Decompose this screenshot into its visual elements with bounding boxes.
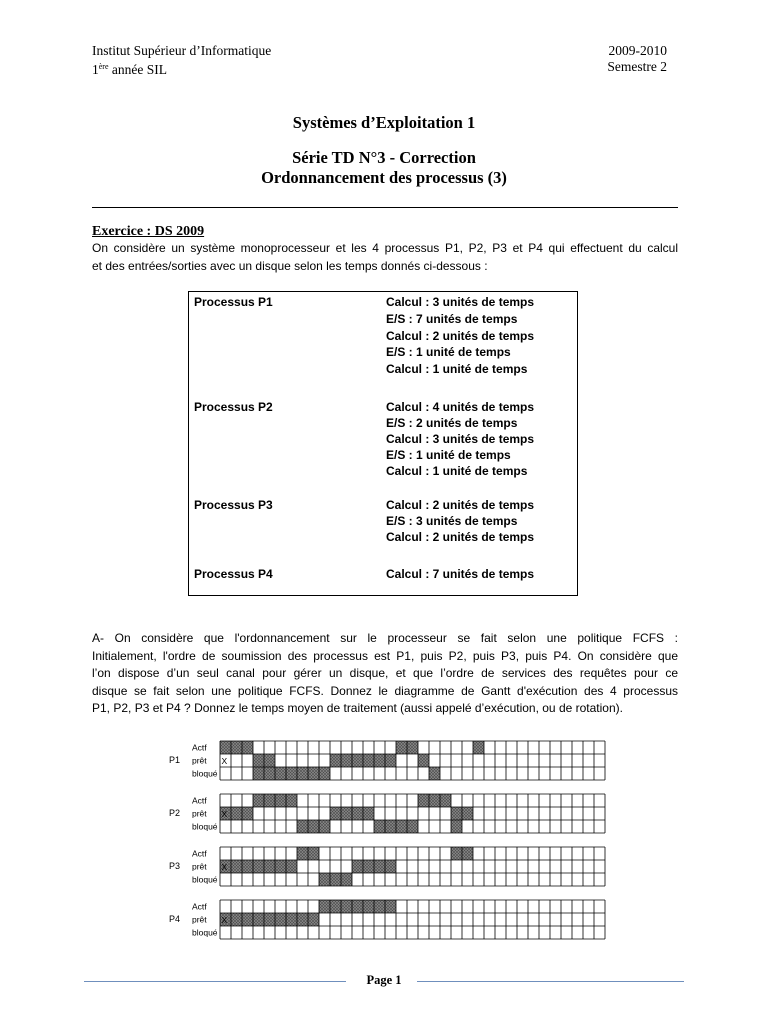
process-step: E/S : 2 unités de temps <box>386 416 518 430</box>
page-number: Page 1 <box>366 973 402 987</box>
gantt-segment <box>473 741 484 754</box>
question-line: Initialement, l'ordre de soumission des processus est P1, puis P2, puis P3, puis P4. On considère que <box>92 648 678 663</box>
exercise-title: Exercice : DS 2009 <box>92 224 205 239</box>
process-step: Calcul : 1 unité de temps <box>386 362 528 376</box>
gantt-start-marker: X <box>221 809 228 819</box>
gantt-state-label: bloqué <box>192 927 218 938</box>
gantt-segment <box>220 741 253 754</box>
process-step: Calcul : 2 unités de temps <box>386 530 535 544</box>
gantt-state-label: Actf <box>192 795 207 806</box>
gantt-state-label: prêt <box>192 914 207 925</box>
gantt-segment <box>319 873 352 886</box>
process-name: Processus P1 <box>194 295 273 309</box>
gantt-segment <box>220 913 319 926</box>
gantt-state-label: Actf <box>192 848 207 859</box>
process-step: Calcul : 2 unités de temps <box>386 329 535 343</box>
gantt-state-label: prêt <box>192 808 207 819</box>
gantt-segment <box>451 820 462 833</box>
question-line: disque se fait selon une politique FCFS. Donnez le diagramme de Gantt d'exécution des 4 processus <box>92 683 678 698</box>
gantt-state-label: bloqué <box>192 821 218 832</box>
process-step: E/S : 3 unités de temps <box>386 514 518 528</box>
semester: Semestre 2 <box>607 59 667 74</box>
process-step: Calcul : 4 unités de temps <box>386 400 535 414</box>
gantt-start-marker: X <box>221 756 228 766</box>
gantt-process-label: P2 <box>169 808 181 818</box>
gantt-start-marker: X <box>221 915 228 925</box>
process-step: E/S : 1 unité de temps <box>386 448 511 462</box>
academic-year: 2009-2010 <box>608 43 667 58</box>
intro-line: et des entrées/sorties avec un disque selon les temps donnés ci-dessous : <box>92 258 488 273</box>
course-title: Systèmes d’Exploitation 1 <box>292 113 476 132</box>
series-title: Série TD N°3 - Correction <box>292 148 476 167</box>
process-step: Calcul : 3 unités de temps <box>386 295 535 309</box>
process-step: Calcul : 7 unités de temps <box>386 567 535 581</box>
title-divider <box>92 207 678 208</box>
question-a <box>92 630 678 718</box>
process-step: E/S : 1 unité de temps <box>386 345 511 359</box>
gantt-state-label: prêt <box>192 755 207 766</box>
gantt-segment <box>418 754 429 767</box>
exercise-intro <box>92 240 678 275</box>
gantt-state-label: Actf <box>192 901 207 912</box>
gantt-process-label: P1 <box>169 755 181 765</box>
institution-name: Institut Supérieur d’Informatique <box>92 43 272 58</box>
gantt-state-label: bloqué <box>192 874 218 885</box>
gantt-state-label: prêt <box>192 861 207 872</box>
gantt-diagram <box>160 735 620 940</box>
process-name: Processus P3 <box>194 498 273 512</box>
gantt-segment <box>418 794 451 807</box>
gantt-start-marker: X <box>221 862 228 872</box>
gantt-state-label: bloqué <box>192 768 218 779</box>
process-step: Calcul : 2 unités de temps <box>386 498 535 512</box>
class-year: 1ère année SIL <box>92 62 167 77</box>
intro-line: On considère un système monoprocesseur et les 4 processus P1, P2, P3 et P4 qui effectuent du calcul <box>92 241 678 255</box>
process-table <box>188 291 578 596</box>
gantt-segment <box>429 767 440 780</box>
gantt-segment <box>297 820 330 833</box>
process-step: Calcul : 3 unités de temps <box>386 432 535 446</box>
gantt-process-label: P4 <box>169 914 181 924</box>
gantt-state-label: Actf <box>192 742 207 753</box>
gantt-process-label: P3 <box>169 861 181 871</box>
process-name: Processus P2 <box>194 400 273 414</box>
gantt-segment <box>319 900 396 913</box>
gantt-segment <box>220 860 297 873</box>
process-name: Processus P4 <box>194 567 273 581</box>
gantt-segment <box>253 767 330 780</box>
header-left <box>92 43 271 78</box>
process-step: E/S : 7 unités de temps <box>386 312 518 326</box>
topic-title: Ordonnancement des processus (3) <box>261 168 507 187</box>
process-step: Calcul : 1 unité de temps <box>386 464 528 478</box>
question-line: l’on dispose d’un seul canal pour gérer un disque, et que l’ordre de services des requêtes pour ce <box>92 666 678 680</box>
header-right <box>607 43 667 75</box>
question-line: A- On considère que l'ordonnancement sur le processeur se fait selon une politique FCFS : <box>92 631 678 645</box>
question-line: P1, P2, P3 et P4 ? Donnez le temps moyen de traitement (aussi appelé d’exécution, ou de rotation). <box>92 701 623 715</box>
